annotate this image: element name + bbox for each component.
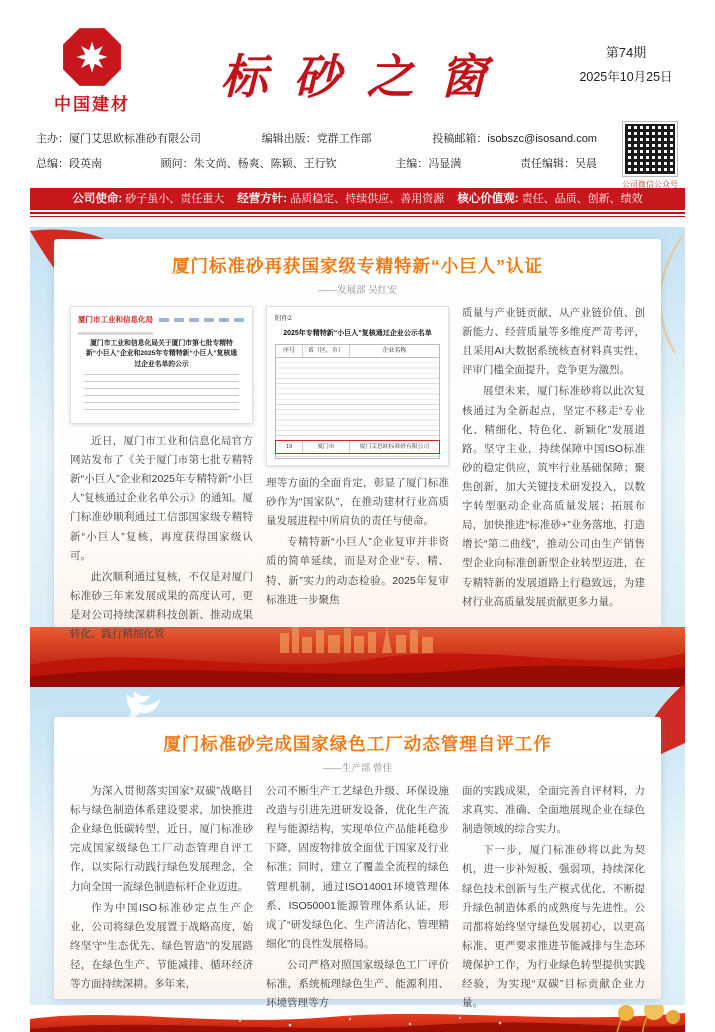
- publisher: 主办：厦门艾思欧标准砂有限公司: [36, 133, 201, 145]
- wechat-qr-block: [615, 122, 685, 189]
- article2-col3: [462, 782, 645, 1015]
- values-item: 核心价值观: 责任、品质、创新、绩效: [457, 193, 643, 205]
- paragraph: 下一步，厦门标准砂将以此为契机，进一步补短板、强弱项，持续深化绿色技术创新与生产模式优化，不断提升绿色制造体系的成熟度与先进性。公司都将始终坚守绿色发展初心，以更高标准、更严要求推进节能减排与生态环境保护工作，为行业绿色转型提供实践经验，为实现“双碳”目标贡献企业力量。: [462, 844, 645, 1010]
- logo-text: 中国建材: [54, 95, 130, 114]
- masthead-row-2: [36, 155, 615, 171]
- highlighted-row: 19 厦门市 厦门艾思欧标准砂有限公司: [275, 440, 440, 455]
- qr-code: [623, 122, 677, 176]
- table-rows-placeholder: [275, 358, 440, 459]
- masthead-rows: [36, 122, 615, 186]
- paragraph: 为深入贯彻落实国家“双碳”战略目标与绿色制造体系建设要求，加快推进企业绿色低碳转型，近日，厦门标准砂完成国家级绿色工厂动态管理自评工作，以实际行动践行绿色发展理念，全力向全国一流绿色制造标杆企业迈进。: [70, 785, 253, 893]
- attachment-label: 附件2: [275, 315, 292, 322]
- article2-col2: [266, 782, 449, 1015]
- policy-item: 经营方针: 品质稳定、持续供应、善用资源: [237, 193, 445, 205]
- article2-byline: ——生产部 曾佳: [322, 763, 393, 774]
- article1-section: [30, 227, 685, 641]
- paragraph: 近日，厦门市工业和信息化局官方网站发布了《关于厦门市第七批专精特新“小巨人”企业和2025年专精特新“小巨人”复核通过企业名单公示》的通知。厦门标准砂顺利通过工信部国家级专精特新“小巨人”复核，再度获得国家级认可。: [70, 435, 253, 562]
- paragraph: 专精特新“小巨人”企业复审并非资质的简单延续，而是对企业“专、精、特、新”实力的动态检验。2025年复审标准进一步聚焦: [266, 536, 449, 606]
- cnbm-octagon-icon: [61, 26, 123, 88]
- issue-number: 第74期: [605, 45, 647, 60]
- paragraph: 作为中国ISO标准砂定点生产企业，公司将绿色发展置于战略高度，始终坚守“生态优先、绿色智造”的发展路径，在绿色生产、节能减排、循环经济等方面持续深耕。多年来，: [70, 901, 253, 991]
- issue-date: 2025年10月25日: [579, 70, 673, 84]
- mission-banner: [30, 188, 685, 210]
- review-list-screenshot: [266, 306, 449, 466]
- banner-divider: [30, 212, 685, 219]
- article1-byline: ——发展部 吴红安: [318, 285, 397, 296]
- paragraph: 此次顺利通过复核，不仅是对厦门标准砂三年来发展成果的高度认可，更是对公司持续深耕科技创新、推动成果转化、践行精细化管: [70, 570, 253, 641]
- gov-site-name: 厦门市工业和信息化局: [78, 315, 153, 324]
- responsible-editor: 责任编辑：吴晨: [519, 158, 597, 170]
- header: [0, 0, 715, 122]
- gov-notice-screenshot: [70, 306, 253, 424]
- article1-card: [54, 239, 661, 641]
- chief-editor: 总编：段英南: [36, 158, 102, 170]
- gov-site-nav: [159, 318, 245, 322]
- paragraph: 公司不断生产工艺绿色升级、环保设施改造与引进先进研发设备，优化生产流程与能源结构，实现单位产品能耗稳步下降，固废物排放全面优于国家及行业标准；同时，建立了覆盖全流程的绿色管理机制，通过ISO14001环境管理体系、ISO50001能源管理体系认证，形成了“研发绿色化、生产清洁化、管理精细化”的良性发展格局。: [266, 785, 449, 950]
- qr-caption: 公司微信公众号: [622, 180, 678, 189]
- submission-email: 投稿邮箱：isobszc@isosand.com: [432, 133, 597, 145]
- paragraph: 公司严格对照国家级绿色工厂评价标准，系统梳理绿色生产、能源利用、环境管理等方: [266, 958, 449, 1010]
- article2-title: 厦门标准砂完成国家绿色工厂动态管理自评工作: [163, 734, 552, 754]
- masthead-info: [0, 122, 715, 189]
- table-header: 序号 省（区、市） 企业名称: [275, 344, 440, 359]
- paragraph: 理等方面的全面肯定，彰显了厦门标准砂作为“国家队”，在推动建材行业高质量发展进程中所肩负的责任与使命。: [266, 477, 449, 528]
- breadcrumb-placeholder: [78, 332, 153, 335]
- article2-card: [54, 717, 661, 1010]
- notice-title: 厦门市工业和信息化局关于厦门市第七批专精特新“小巨人”企业和2025年专精特新“小巨人”复核通过企业名单的公示: [85, 339, 238, 368]
- article1-col2: [266, 304, 449, 646]
- masthead-row-1: [36, 130, 615, 146]
- article2-section: [30, 687, 685, 1010]
- issue-block: [567, 42, 685, 85]
- article1-columns: [70, 304, 645, 646]
- managing-editor: 主编：冯显满: [395, 158, 462, 170]
- notice-body-placeholder: [84, 374, 239, 414]
- table-title: 2025年专精特新“小巨人”复核通过企业公示名单: [283, 329, 432, 337]
- paper-title: 标砂之窗: [220, 50, 513, 105]
- article2-col1: [70, 782, 253, 1015]
- gov-site-header: [78, 313, 245, 327]
- advisors: 顾问：朱文尚、杨爽、陈颖、王行钦: [160, 158, 337, 170]
- article1-col1: [70, 304, 253, 646]
- paragraph: 展望未来，厦门标准砂将以此次复核通过为全新起点，坚定不移走“专业化、精细化、特色化、新颖化”发展道路。坚守主业，持续保障中国ISO标准砂的稳定供应，筑牢行业基础保障；聚焦创新，加大关键技术研发投入，以数字转型驱动企业高质量发展；拓展布局，加快推进“标准砂+”业务落地，打造增长“第二曲线”，推动公司由生产销售型企业向标准创新型企业转型迈进，在专精特新的发展道路上行稳致远，为建材行业高质量发展贡献更多力量。: [462, 385, 645, 608]
- editor-dept: 编辑出版：党群工作部: [261, 133, 372, 145]
- mission-item: 公司使命: 砂子虽小、责任重大: [72, 193, 225, 205]
- article1-col3: [462, 304, 645, 646]
- article2-columns: [70, 782, 645, 1015]
- article1-title: 厦门标准砂再获国家级专精特新“小巨人”认证: [172, 256, 543, 276]
- company-logo: [36, 26, 148, 115]
- paragraph: 质量与产业链贡献，从产业链价值、创新能力、经营质量等多维度严苛考评，且采用AI大数据系统核查材料真实性，评审门槛全面提升，竞争更为激烈。: [462, 307, 645, 377]
- paragraph: 面的实践成果，全面完善自评材料，力求真实、准确、全面地展现企业在绿色制造领域的综合实力。: [462, 785, 645, 836]
